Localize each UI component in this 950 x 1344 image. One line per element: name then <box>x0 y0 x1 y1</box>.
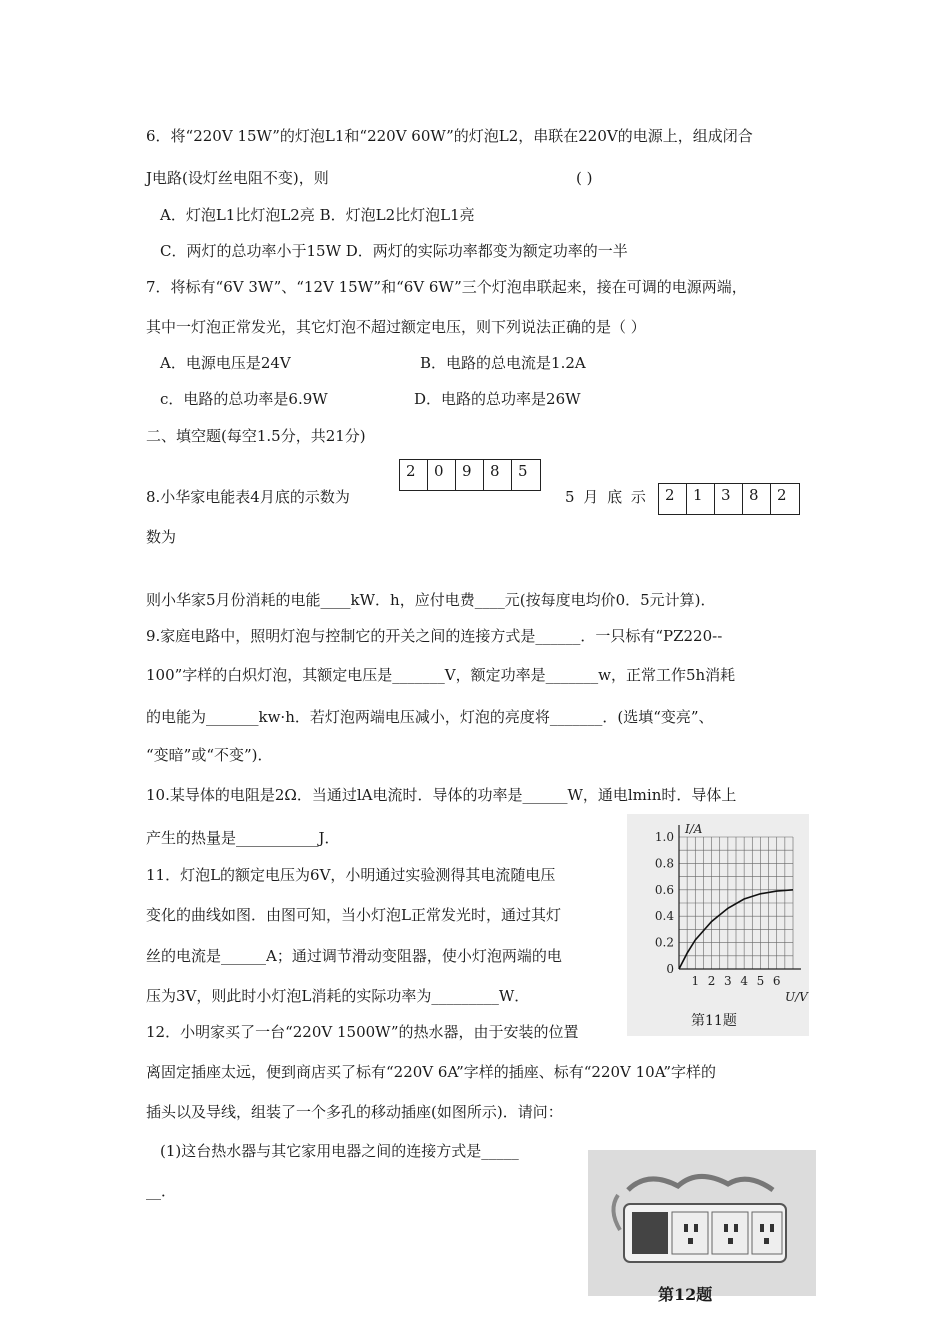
q12-line3: 插头以及导线，组装了一个多孔的移动插座(如图所示)．请问： <box>146 1103 563 1121</box>
q8-prefix: 8.小华家电能表4月底的示数为 <box>146 488 350 506</box>
q8-line3: 则小华家5月份消耗的电能____kW．h，应付电费____元(按每度电均价0．5元计算)． <box>146 591 716 609</box>
y-tick-label: 1.0 <box>654 830 674 844</box>
q10-line1: 10.某导体的电阻是2Ω．当通过lA电流时．导体的功率是______W，通电lmin时．导体上 <box>146 786 737 804</box>
q6-answer-paren: ( ) <box>576 169 593 187</box>
q9-line3: 的电能为_______kw·h．若灯泡两端电压减小，灯泡的亮度将_______．(选填“变亮”、 <box>146 708 714 726</box>
power-strip-image <box>588 1150 816 1296</box>
q6-options-ab: A．灯泡L1比灯泡L2亮 B．灯泡L2比灯泡L1亮 <box>160 206 475 224</box>
q11-line2: 变化的曲线如图．由图可知，当小灯泡L正常发光时，通过其灯 <box>146 906 561 924</box>
q8-suffix: 数为 <box>146 528 177 546</box>
y-tick-label: 0.4 <box>654 909 674 924</box>
digit: 8 <box>484 460 512 490</box>
current-voltage-chart <box>627 814 809 1004</box>
digit: 2 <box>400 460 428 490</box>
digit: 9 <box>456 460 484 490</box>
digit: 5 <box>518 462 528 480</box>
q7-option-d: D．电路的总功率是26W <box>414 390 581 408</box>
x-tick-label: 6 <box>772 974 781 988</box>
figure-11-caption: 第11题 <box>691 1013 737 1029</box>
digit: 8 <box>743 484 771 514</box>
q6-options-cd: C．两灯的总功率小于15W D．两灯的实际功率都变为额定功率的一半 <box>160 242 628 260</box>
q8-mid: 5 月 底 示 <box>565 488 646 506</box>
x-tick-label: 3 <box>724 974 732 988</box>
figure-11-graph <box>627 814 809 1036</box>
q10-line2: 产生的热量是___________J． <box>146 829 340 847</box>
q7-option-a: A．电源电压是24V <box>160 354 291 372</box>
q9-line1: 9.家庭电路中，照明灯泡与控制它的开关之间的连接方式是______．一只标有“PZ220-- <box>146 627 723 645</box>
q7-line2: 其中一灯泡正常发光，其它灯泡不超过额定电压，则下列说法正确的是（ ） <box>146 318 646 336</box>
meter-reading-may <box>658 483 800 515</box>
x-tick-label: 1 <box>691 974 700 988</box>
q6-line1: 6．将“220V 15W”的灯泡L1和“220V 60W”的灯泡L2，串联在220V的电源上，组成闭合 <box>146 127 753 145</box>
q12-sub1-part1: (1)这台热水器与其它家用电器之间的连接方式是_____ <box>160 1142 519 1160</box>
digit: 2 <box>659 484 687 514</box>
q9-line2: 100”字样的白炽灯泡，其额定电压是_______V，额定功率是_______w，正常工作5h消耗 <box>146 666 736 684</box>
figure-12-power-strip-photo <box>588 1150 816 1304</box>
digit: 1 <box>687 484 715 514</box>
x-tick-label: 4 <box>740 974 748 988</box>
figure-12-caption: 第12题 <box>658 1285 713 1304</box>
x-tick-label: 2 <box>707 974 716 988</box>
section-heading: 二、填空题(每空1.5分，共21分) <box>146 427 366 445</box>
x-axis-label: U/V <box>785 990 808 1004</box>
q11-line4: 压为3V，则此时小灯泡L消耗的实际功率为_________W． <box>146 987 530 1005</box>
q11-line3: 丝的电流是______A；通过调节滑动变阻器，使小灯泡两端的电 <box>146 947 562 965</box>
y-tick-label: 0.6 <box>654 882 674 897</box>
q12-sub1-part2: __． <box>146 1182 177 1200</box>
q6-line2: J电路(设灯丝电阻不变)，则 <box>146 169 329 187</box>
digit: 2 <box>777 486 787 504</box>
q7-option-c: c．电路的总功率是6.9W <box>160 390 328 408</box>
digit: 0 <box>428 460 456 490</box>
q9-line4: “变暗”或“不变”)． <box>146 746 273 764</box>
digit: 3 <box>715 484 743 514</box>
y-tick-label: 0.8 <box>654 856 674 871</box>
y-tick-label: 0.2 <box>654 935 674 950</box>
q12-line2: 离固定插座太远，便到商店买了标有“220V 6A”字样的插座、标有“220V 10A”字样的 <box>146 1063 717 1081</box>
q7-line1: 7．将标有“6V 3W”、“12V 15W”和“6V 6W”三个灯泡串联起来，接在可调的电源两端， <box>146 278 747 296</box>
q11-line1: 11．灯泡L的额定电压为6V，小明通过实验测得其电流随电压 <box>146 866 556 884</box>
x-tick-label: 5 <box>756 974 765 988</box>
meter-reading-april <box>399 459 541 491</box>
y-axis-label: I/A <box>685 822 703 836</box>
y-tick-label: 0 <box>666 962 674 976</box>
q7-option-b: B．电路的总电流是1.2A <box>420 354 586 372</box>
q12-line1: 12．小明家买了一台“220V 1500W”的热水器，由于安装的位置 <box>146 1023 579 1041</box>
